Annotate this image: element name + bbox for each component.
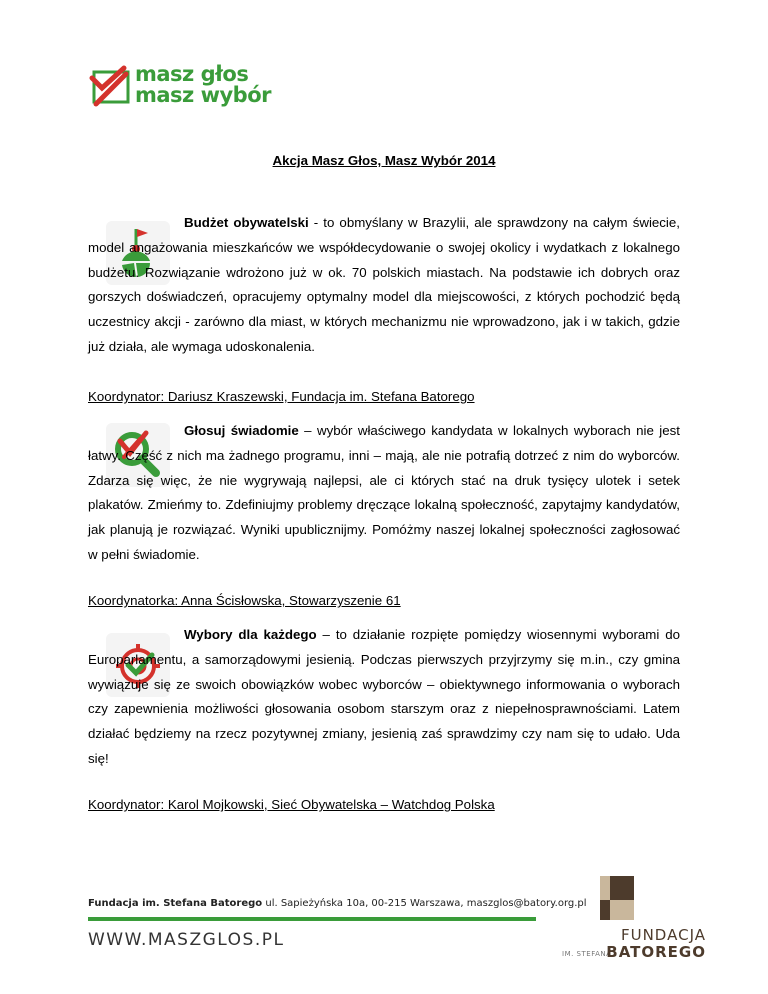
footer-divider	[88, 917, 536, 921]
section-text: - to obmyślany w Brazylii, ale sprawdzony na całym świecie, model angażowania mieszkańców we współdecydowanie o swojej okolicy i wydatkach z lokalnego budżetu. Rozwiązanie wdrożono już w ok. 70 polskich miastach. Na podstawie ich dobrych oraz gorszych doświadczeń, opracujemy optymalny model dla miejscowości, z których pochodzić będą uczestnicy akcji - zarówno dla miast, w których mechanizmu nie wprowadzono, jak i w takich, gdzie już działa, ale wymaga udoskonalenia.	[88, 215, 680, 354]
ballot-check-icon	[88, 64, 134, 108]
section-paragraph	[88, 211, 680, 360]
section-lead: Budżet obywatelski	[184, 215, 309, 230]
section-text: – to działanie rozpięte pomiędzy wiosennymi wyborami do Europarlamentu, a samorządowymi jesienią. Podczas pierwszych przyjrzymy się m.in., czy gmina wywiązuje się ze swoich obowiązków wobec wyborców – obiektywnego informowania o wyborach czy zapewnienia możliwości głosowania osobom starszym oraz z niepełnosprawnościami. Latem działać będziemy na rzecz pozytywnej zmiany, jesienią zaś sprawdzimy czy nam się to udało. Uda się!	[88, 627, 681, 766]
coordinator-2: Koordynatorka: Anna Ścisłowska, Stowarzyszenie 61	[88, 593, 401, 608]
section-paragraph	[88, 419, 680, 568]
fb-small-text: IM. STEFANA	[562, 950, 612, 958]
footer-address	[88, 898, 587, 909]
logo-line-2: masz wybór	[135, 83, 271, 107]
page-title: Akcja Masz Głos, Masz Wybór 2014	[272, 153, 496, 168]
coordinator-3: Koordynator: Karol Mojkowski, Sieć Obywatelska – Watchdog Polska	[88, 797, 495, 812]
coordinator-1: Koordynator: Dariusz Kraszewski, Fundacja im. Stefana Batorego	[88, 389, 475, 404]
logo-line-1: masz głos	[135, 62, 249, 86]
section-lead: Wybory dla każdego	[184, 627, 317, 642]
section-paragraph	[88, 623, 680, 772]
footer-org: Fundacja im. Stefana Batorego	[88, 898, 263, 909]
masz-glos-logo	[88, 62, 271, 114]
footer-website[interactable]: WWW.MASZGLOS.PL	[88, 930, 285, 950]
footer-address-text: ul. Sapieżyńska 10a, 00-215 Warszawa, maszglos@batory.org.pl	[262, 898, 587, 909]
fb-name	[606, 927, 706, 961]
logo-text	[135, 64, 271, 106]
section-text: – wybór właściwego kandydata w lokalnych wyborach nie jest łatwy. Część z nich ma żadnego programu, inni – mają, ale nie potrafią dotrzeć z nim do wyborców. Zdarza się więc, że nie wygrywają najlepsi, ale ci których stać na druk tysięcy ulotek i setek plakatów. Zmieńmy to. Zdefiniujmy problemy dręczące lokalną społeczność, zapytajmy kandydatów, jak planują je rozwiązać. Wyniki upublicznijmy. Pomóżmy naszej lokalnej społeczności zagłosować w pełni świadomie.	[88, 423, 680, 562]
fb-line-1: FUNDACJA	[620, 926, 706, 944]
fb-line-2: BATOREGO	[606, 943, 706, 961]
section-lead: Głosuj świadomie	[184, 423, 299, 438]
